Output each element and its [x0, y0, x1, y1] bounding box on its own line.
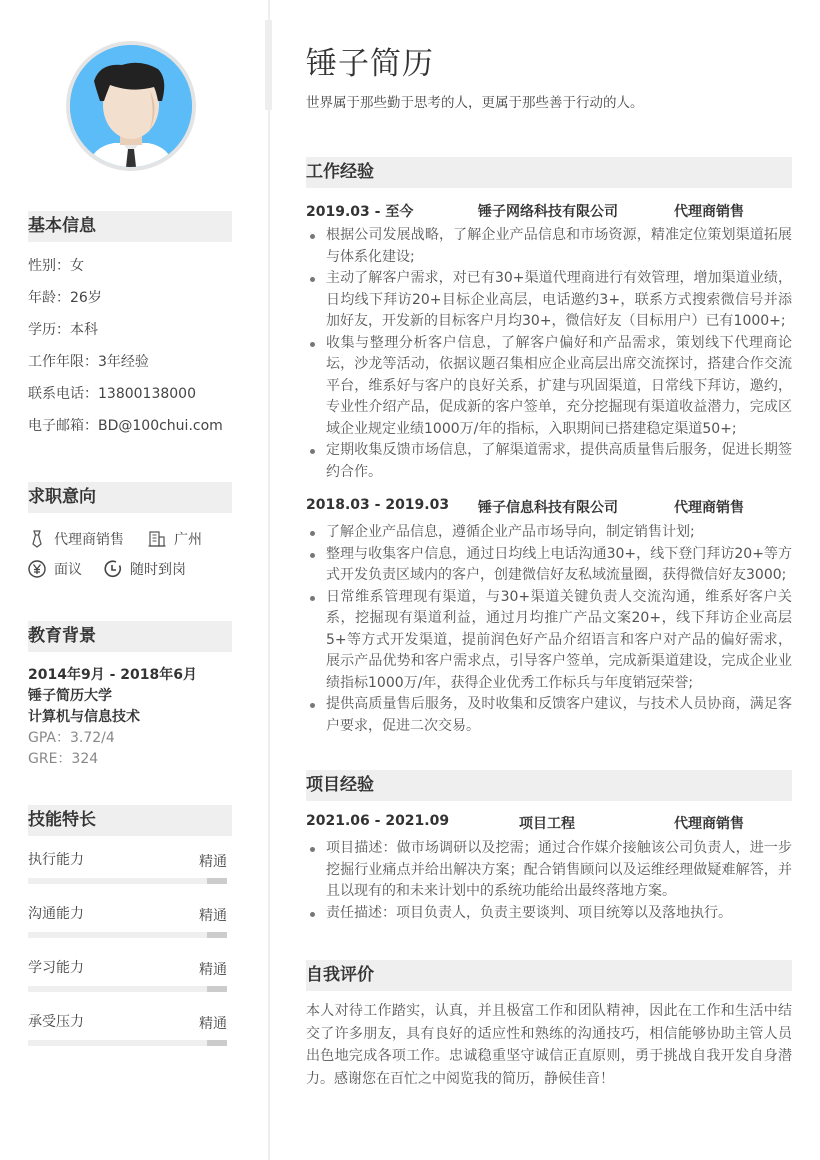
project-bullet: 责任描述：项目负责人，负责主要谈判、项目统筹以及落地执行。: [306, 903, 792, 925]
education-gpa: GPA：3.72/4: [28, 730, 115, 746]
info-degree: 学历：本科: [28, 322, 98, 338]
project-date: 2021.06 - 2021.09: [306, 813, 450, 829]
column-divider: [268, 0, 270, 1160]
job-header: [306, 201, 792, 221]
yen-icon: [28, 560, 46, 578]
job-bullet: 了解企业产品信息，遵循企业产品市场导向，制定销售计划;: [306, 522, 792, 544]
basic-info-title: 基本信息: [28, 211, 232, 242]
job-bullet: 根据公司发展战略，了解企业产品信息和市场资源，精准定位策划渠道拓展与体系化建设;: [306, 225, 792, 268]
job-intent-title: 求职意向: [28, 482, 232, 513]
skill-name: 沟通能力: [28, 906, 84, 922]
job-bullets: [306, 225, 792, 483]
job-company: 锤子信息科技有限公司: [478, 500, 618, 516]
building-icon: [148, 530, 166, 548]
intent-availability: 随时到岗: [130, 562, 186, 578]
skill-name: 学习能力: [28, 960, 84, 976]
work-experience-title: 工作经验: [306, 157, 792, 188]
skill-bar: [28, 986, 227, 992]
avatar: [66, 41, 196, 171]
job-date: 2018.03 - 2019.03: [306, 497, 450, 513]
skill-name: 执行能力: [28, 852, 84, 868]
education-major: 计算机与信息技术: [28, 709, 140, 725]
skill-level: 精通: [199, 908, 227, 924]
job-company: 锤子网络科技有限公司: [478, 204, 618, 220]
skill-level: 精通: [199, 962, 227, 978]
info-gender: 性别：女: [28, 258, 84, 274]
education-period: 2014年9月 - 2018年6月: [28, 667, 197, 683]
info-age: 年龄：26岁: [28, 290, 102, 306]
job-bullet: 收集与整理分析客户信息，了解客户偏好和产品需求，策划线下代理商论坛，沙龙等活动，依据议题召集相应企业高层出席交流探讨，搭建合作交流平台，维系好与客户的良好关系，扩建与巩固渠道，日常线下拜访，邀约，专业性介绍产品，促成新的客户签单，充分挖掘现有渠道收益潜力，完成区域企业规定业绩1000万/年的指标，入职期间已搭建稳定渠道50+;: [306, 333, 792, 441]
intent-row-2: [28, 559, 186, 579]
tie-icon: [28, 530, 46, 548]
resume-name: 锤子简历: [306, 46, 434, 82]
job-bullet: 提供高质量售后服务，及时收集和反馈客户建议，与技术人员协商，满足客户要求，促进二次交易。: [306, 694, 792, 737]
intent-row-1: [28, 529, 202, 549]
project-role: 代理商销售: [674, 816, 744, 832]
project-header: [306, 813, 792, 833]
resume-motto: 世界属于那些勤于思考的人，更属于那些善于行动的人。: [306, 95, 644, 111]
job-bullet: 整理与收集客户信息，通过日均线上电话沟通30+，线下登门拜访20+等方式开发负责区域内的客户，创建微信好友私域流量圈，获得微信好友3000;: [306, 544, 792, 587]
skill-level: 精通: [199, 1016, 227, 1032]
project-name: 项目工程: [519, 816, 575, 832]
info-phone: 联系电话：13800138000: [28, 386, 196, 402]
skill-bar: [28, 932, 227, 938]
job-bullet: 日常维系管理现有渠道，与30+渠道关键负责人交流沟通，维系好客户关系，挖掘现有渠道利益，通过月均推广产品文案20+，线下拜访企业高层5+等方式开发渠道，提前润色好产品介绍语言和客户对产品的偏好需求，展示产品优势和客户需求点，引导客户签单，完成新渠道建设，完成企业业绩指标1000万/年，获得企业优秀工作标兵与年度销冠荣誉;: [306, 587, 792, 695]
skills-title: 技能特长: [28, 805, 232, 836]
job-bullet: 主动了解客户需求，对已有30+渠道代理商进行有效管理，增加渠道业绩，日均线下拜访20+目标企业高层，电话邀约3+，联系方式搜索微信号并添加好友，开发新的目标客户月均30+，微信好友（目标用户）已有1000+;: [306, 268, 792, 333]
person-avatar-icon: [70, 45, 192, 167]
skill-bar: [28, 878, 227, 884]
self-evaluation-text: 本人对待工作踏实，认真，并且极富工作和团队精神，因此在工作和生活中结交了许多朋友，具有良好的适应性和熟练的沟通技巧，相信能够协助主管人员出色地完成各项工作。忠诚稳重坚守诚信正直原则，勇于挑战自我开发自身潜力。感谢您在百忙之中阅览我的简历，静候佳音！: [306, 1003, 792, 1087]
job-bullets: [306, 522, 792, 737]
education-school: 锤子简历大学: [28, 688, 112, 704]
project-bullet: 项目描述：做市场调研以及挖需；通过合作媒介接触该公司负责人，进一步挖掘行业痛点并给出解决方案；配合销售顾问以及运维经理做疑难解答，并且以现有的和未来计划中的系统功能给出最终落地方案。: [306, 838, 792, 903]
education-title: 教育背景: [28, 621, 232, 652]
intent-city: 广州: [174, 532, 202, 548]
self-evaluation-title: 自我评价: [306, 960, 792, 991]
project-experience-title: 项目经验: [306, 770, 792, 801]
skill-level: 精通: [199, 854, 227, 870]
education-gre: GRE：324: [28, 751, 99, 767]
info-experience-years: 工作年限：3年经验: [28, 354, 149, 370]
job-role: 代理商销售: [674, 204, 744, 220]
info-email: 电子邮箱：BD@100chui.com: [28, 418, 223, 434]
skill-bar: [28, 1040, 227, 1046]
divider-tab: [265, 20, 272, 110]
intent-salary: 面议: [54, 562, 82, 578]
job-role: 代理商销售: [674, 500, 744, 516]
job-header: [306, 497, 792, 517]
intent-position: 代理商销售: [54, 532, 124, 548]
job-date: 2019.03 - 至今: [306, 204, 414, 220]
job-bullet: 定期收集反馈市场信息，了解渠道需求，提供高质量售后服务，促进长期签约合作。: [306, 440, 792, 483]
clock-icon: [104, 560, 122, 578]
project-bullets: [306, 838, 792, 924]
skill-name: 承受压力: [28, 1014, 84, 1030]
